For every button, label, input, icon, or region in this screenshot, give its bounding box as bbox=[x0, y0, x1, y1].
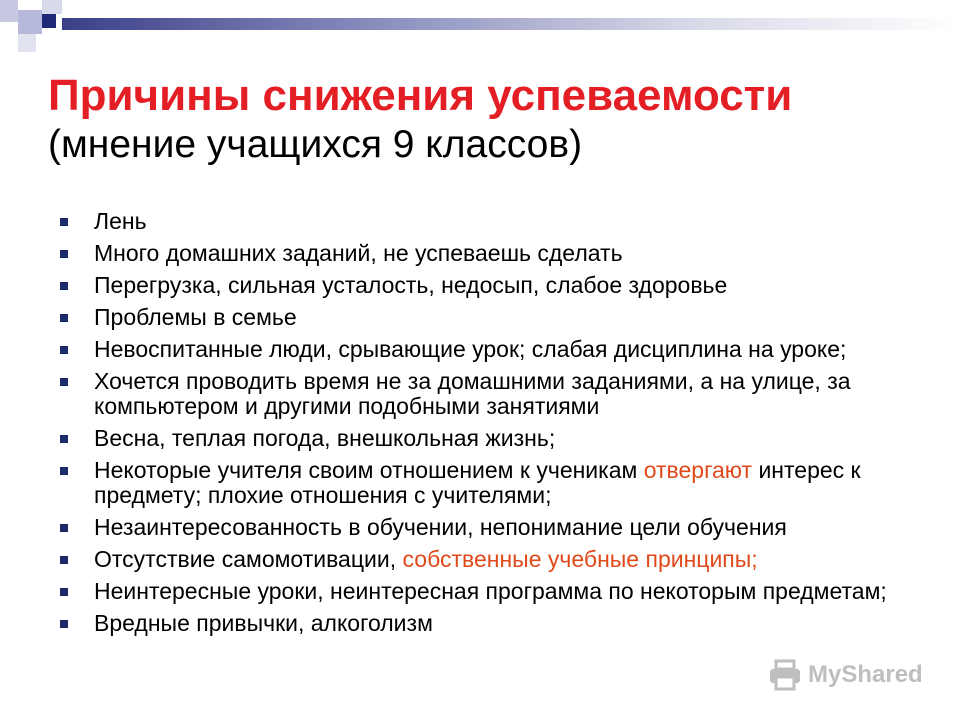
list-item-text: Неинтересные уроки, неинтересная программа по некоторым предметам; bbox=[94, 578, 887, 604]
corner-square-decoration bbox=[18, 10, 42, 34]
corner-square-decoration bbox=[18, 34, 36, 52]
list-item bbox=[56, 547, 916, 572]
list-item bbox=[56, 426, 916, 451]
bullet-icon bbox=[60, 218, 68, 226]
bullet-icon bbox=[60, 588, 68, 596]
header-gradient-bar bbox=[62, 18, 960, 30]
list-item-text: Лень bbox=[94, 208, 147, 234]
bullet-icon bbox=[60, 282, 68, 290]
corner-square-decoration bbox=[42, 0, 62, 14]
slide-title: Причины снижения успеваемости bbox=[48, 71, 793, 120]
bullet-icon bbox=[60, 467, 68, 475]
list-item bbox=[56, 515, 916, 540]
list-item-text: Проблемы в семье bbox=[94, 304, 297, 330]
list-item-text: Перегрузка, сильная усталость, недосып, слабое здоровье bbox=[94, 272, 728, 298]
list-item bbox=[56, 337, 916, 362]
list-item-text: Много домашних заданий, не успеваешь сделать bbox=[94, 240, 623, 266]
watermark-text: MyShared bbox=[808, 661, 923, 688]
list-item-text: Некоторые учителя своим отношением к ученикам bbox=[94, 457, 644, 483]
list-item-text: Вредные привычки, алкоголизм bbox=[94, 610, 433, 636]
list-item bbox=[56, 305, 916, 330]
list-item-highlight: отвергают bbox=[643, 457, 753, 483]
list-item-text: Невоспитанные люди, срывающие урок; слабая дисциплина на уроке; bbox=[94, 336, 847, 362]
corner-square-decoration bbox=[0, 0, 18, 22]
list-item bbox=[56, 273, 916, 298]
list-item bbox=[56, 579, 916, 604]
list-item-text: Весна, теплая погода, внешкольная жизнь; bbox=[94, 425, 556, 451]
list-item-text: Незаинтересованность в обучении, непонимание цели обучения bbox=[94, 514, 787, 540]
bullet-icon bbox=[60, 346, 68, 354]
slide-subtitle: (мнение учащихся 9 классов) bbox=[48, 123, 583, 166]
list-item bbox=[56, 611, 916, 636]
list-item bbox=[56, 369, 916, 419]
list-item-text: Хочется проводить время не за домашними заданиями, а на улице, за компьютером и другими подобными занятиями bbox=[94, 368, 851, 419]
reasons-list bbox=[56, 209, 916, 643]
bullet-icon bbox=[60, 314, 68, 322]
list-item bbox=[56, 241, 916, 266]
bullet-icon bbox=[60, 556, 68, 564]
bullet-icon bbox=[60, 620, 68, 628]
list-item bbox=[56, 458, 916, 508]
list-item-highlight: собственные учебные принципы; bbox=[402, 546, 758, 572]
bullet-icon bbox=[60, 378, 68, 386]
bullet-icon bbox=[60, 524, 68, 532]
slide-header bbox=[48, 70, 928, 168]
bullet-icon bbox=[60, 250, 68, 258]
bullet-icon bbox=[60, 435, 68, 443]
list-item-text: интерес к предмету; плохие отношения с учителями; bbox=[94, 457, 861, 508]
watermark bbox=[768, 658, 923, 692]
corner-square-decoration bbox=[42, 14, 56, 28]
printer-icon bbox=[768, 659, 802, 691]
list-item bbox=[56, 209, 916, 234]
corner-square-decoration bbox=[0, 22, 18, 44]
list-item-text: Отсутствие самомотивации, bbox=[94, 546, 403, 572]
